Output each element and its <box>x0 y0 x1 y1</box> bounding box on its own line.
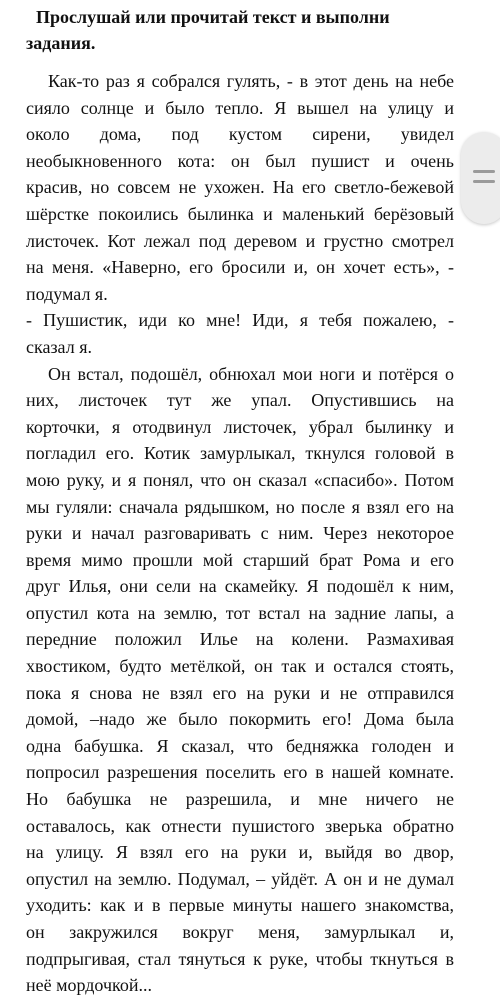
text-line: на улицу. Я взял его на руки и, выйдя во двор, <box>26 842 454 863</box>
text-line: мою руку, и я понял, что он сказал «спасибо». Потом <box>26 469 454 490</box>
text-line: листочек. Кот лежал под деревом и грустно смотрел <box>26 230 454 251</box>
text-line: он закружился вокруг меня, замурлыкал и, <box>26 922 454 942</box>
text-line: необыкновенного кота: он был пушист и очень <box>26 150 454 171</box>
text-line: красив, но совсем не ухожен. На его светло-бежевой <box>26 177 454 198</box>
text-line: - Пушистик, иди ко мне! Иди, я тебя пожалею, - <box>26 310 454 331</box>
story-text <box>26 68 454 999</box>
text-line: одна бабушка. Я сказал, что бедняжка голоден и <box>26 735 454 756</box>
text-line: на меня. «Наверно, его бросили и, он хочет есть», - <box>26 257 454 278</box>
text-line: подумал я. <box>26 283 108 304</box>
text-line: Он встал, подошёл, обнюхал мои ноги и потёрся о <box>48 363 454 384</box>
task-heading <box>26 4 466 56</box>
text-line: попросил разрешения поселить его в нашей комнате. <box>26 762 454 783</box>
text-line: опустил на землю. Подумал, – уйдёт. А он и не думал <box>26 868 454 889</box>
text-line: сияло солнце и было тепло. Я вышел на улицу и <box>26 97 454 118</box>
text-line: мы гуляли: сначала рядышком, но после я взял его на <box>26 496 454 517</box>
scroll-handle[interactable] <box>461 132 500 224</box>
text-line: хвостиком, будто метёлкой, он так и остался стоять, <box>26 656 454 677</box>
text-line: погладил его. Котик замурлыкал, ткнулся головой в <box>26 443 454 464</box>
text-line: пока я снова не взял его на руки и не отправился <box>26 682 454 703</box>
text-line: руки и начал разговаривать с ним. Через некоторое <box>26 523 454 544</box>
text-line: оставалось, как отнести пушистого зверька обратно <box>26 815 454 836</box>
heading-line-1: Прослушай или прочитай текст и выполни <box>36 7 390 27</box>
text-line: передние положил Илье на колени. Размахивая <box>26 629 454 650</box>
text-line: подпрыгивая, стал тянуться к руке, чтобы ткнуться в <box>26 948 454 969</box>
text-line: сказал я. <box>26 336 92 357</box>
text-line: Но бабушка не разрешила, и мне ничего не <box>26 789 454 810</box>
text-line: домой, –надо же было покормить его! Дома была <box>26 709 454 730</box>
text-line: шёрстке покоились былинка и маленький берёзовый <box>26 203 454 224</box>
heading-line-2: задания. <box>26 33 96 53</box>
text-line: время мимо прошли мой старший брат Рома и его <box>26 549 454 570</box>
text-line: уходить: как и в первые минуты нашего знакомства, <box>26 895 454 916</box>
text-line: друг Илья, они сели на скамейку. Я подошёл к ним, <box>26 576 454 597</box>
text-line: Как-то раз я собрался гулять, - в этот день на небе <box>48 71 454 91</box>
text-line: неё мордочкой... <box>26 975 152 996</box>
text-line: около дома, под кустом сирени, увидел <box>26 124 454 145</box>
text-line: корточки, я отодвинул листочек, убрал былинку и <box>26 416 454 437</box>
text-line: опустил кота на землю, тот встал на задние лапы, а <box>26 602 454 623</box>
text-line: них, листочек тут же упал. Опустившись на <box>26 390 454 411</box>
